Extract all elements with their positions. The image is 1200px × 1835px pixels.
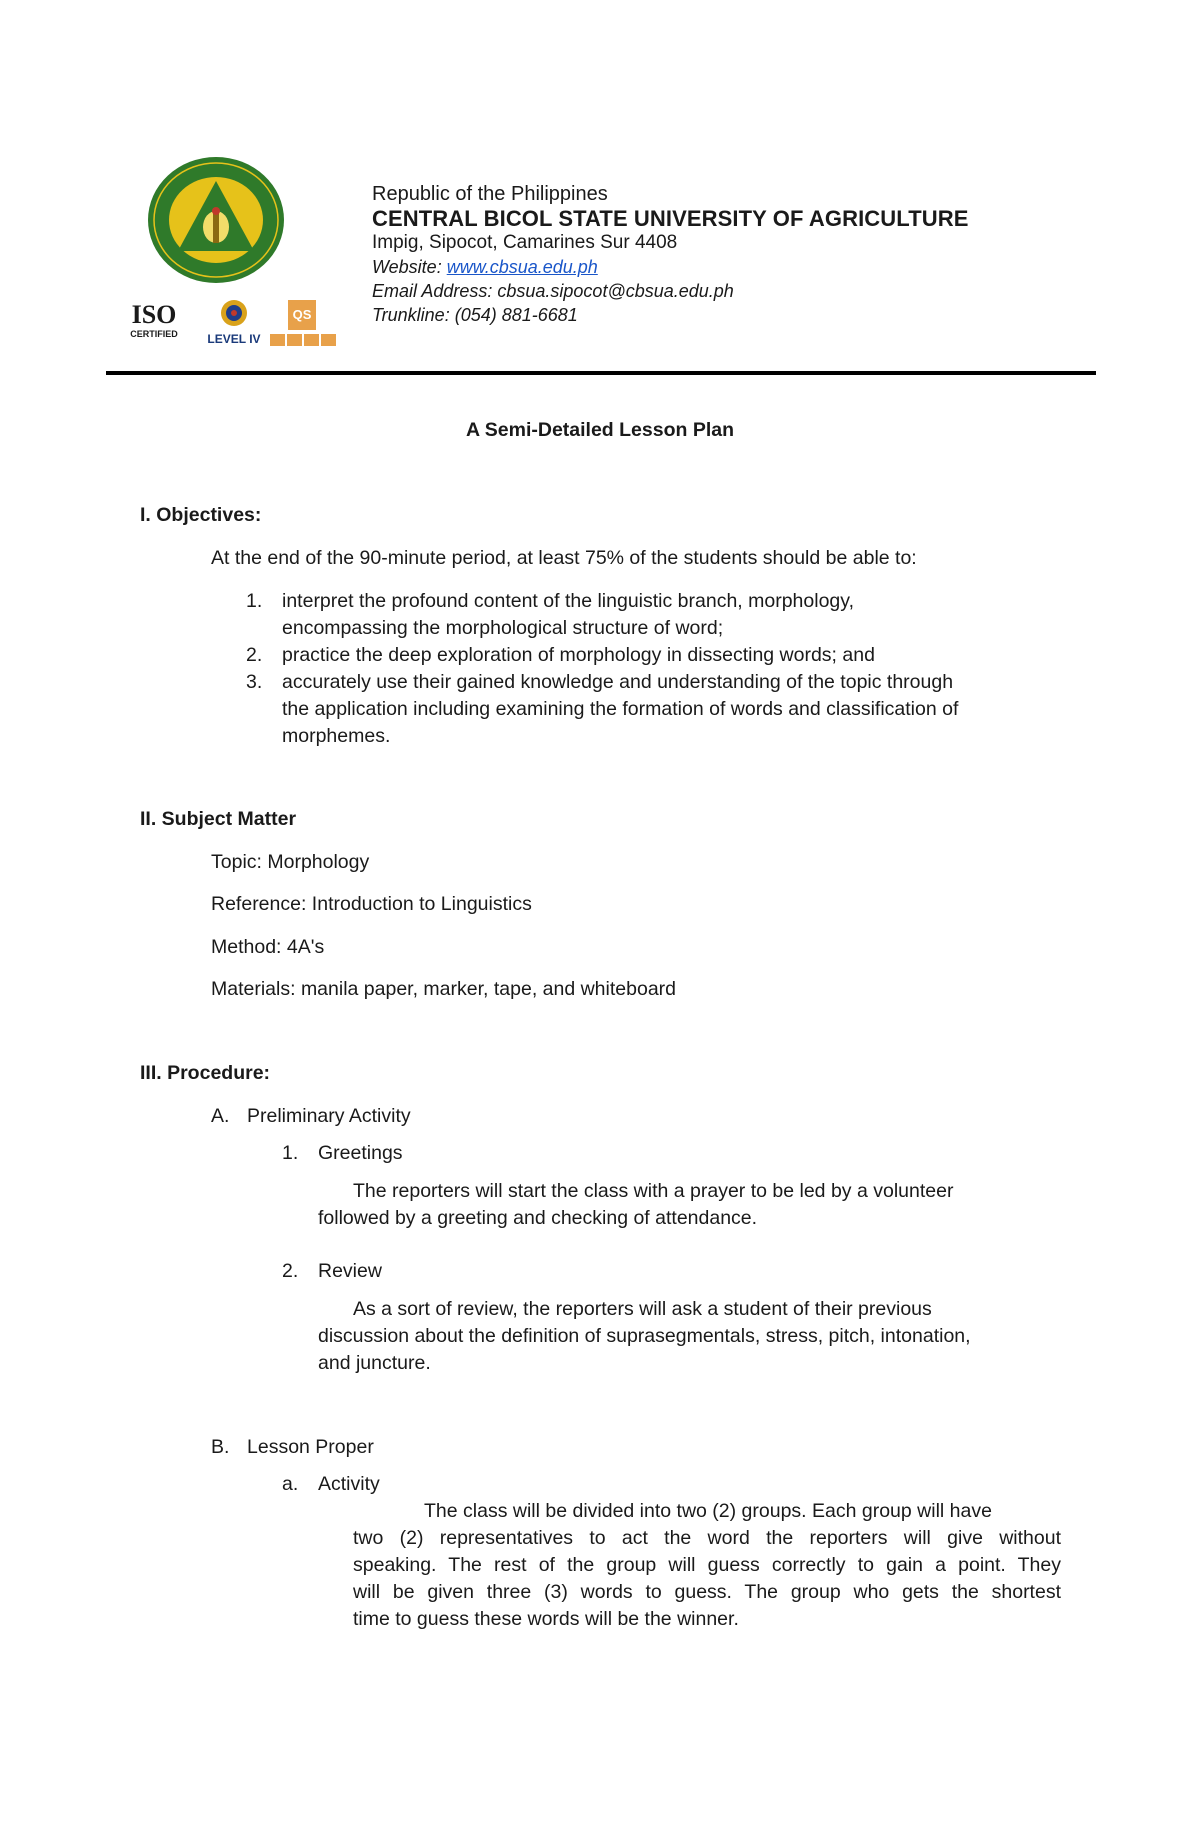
objectives-list bbox=[246, 588, 1066, 750]
accreditation-icon bbox=[219, 298, 249, 328]
letterhead bbox=[372, 182, 1112, 327]
country-line: Republic of the Philippines bbox=[372, 183, 608, 205]
list-item: morphemes. bbox=[282, 725, 391, 747]
website-link[interactable]: www.cbsua.edu.ph bbox=[446, 257, 598, 277]
subject-topic: Topic: Morphology bbox=[211, 851, 370, 873]
qs-badge bbox=[270, 300, 336, 346]
list-item: 2. practice the deep exploration of morphology in dissecting words; and bbox=[246, 644, 875, 666]
university-seal bbox=[146, 155, 286, 285]
subject-materials: Materials: manila paper, marker, tape, and whiteboard bbox=[211, 978, 677, 1000]
list-item: 3. accurately use their gained knowledge and understanding of the topic through bbox=[246, 671, 954, 693]
subject-method: Method: 4A's bbox=[211, 936, 325, 958]
level-label: LEVEL IV bbox=[207, 332, 261, 346]
preliminary-activity: A. Preliminary Activity bbox=[211, 1105, 411, 1127]
lesson-proper: B. Lesson Proper bbox=[211, 1436, 374, 1458]
website-label: Website: bbox=[372, 257, 447, 277]
list-item: encompassing the morphological structure of word; bbox=[282, 617, 724, 639]
university-name: CENTRAL BICOL STATE UNIVERSITY OF AGRICULTURE bbox=[372, 206, 969, 231]
email-line: Email Address: cbsua.sipocot@cbsua.edu.ph bbox=[372, 281, 734, 301]
greetings-title: 1. Greetings bbox=[282, 1142, 403, 1164]
review-title: 2. Review bbox=[282, 1260, 382, 1282]
trunkline-line: Trunkline: (054) 881-6681 bbox=[372, 305, 578, 325]
header-divider bbox=[106, 371, 1096, 375]
iso-label: ISO bbox=[131, 300, 177, 329]
objectives-heading: I. Objectives: bbox=[140, 504, 262, 526]
iso-sub-label: CERTIFIED bbox=[130, 329, 178, 339]
activity-body: The class will be divided into two (2) groups. Each group will have two (2) representatives to act the word the reporters will give without speaking. The rest of the group will guess correctly to gain a point. They will be given three (3) words to guess. The group who gets the shortest time to guess these words will be the winner. bbox=[353, 1500, 1061, 1630]
subject-reference: Reference: Introduction to Linguistics bbox=[211, 893, 532, 915]
subject-heading: II. Subject Matter bbox=[140, 808, 297, 830]
review-body: As a sort of review, the reporters will ask a student of their previous discussion about the definition of suprasegmentals, stress, pitch, intonation, and juncture. bbox=[318, 1298, 971, 1374]
level-badge bbox=[204, 298, 264, 345]
greetings-body: The reporters will start the class with a prayer to be led by a volunteer followed by a greeting and checking of attendance. bbox=[318, 1180, 954, 1229]
iso-badge bbox=[126, 302, 182, 339]
qs-label: QS bbox=[288, 300, 316, 330]
procedure-heading: III. Procedure: bbox=[140, 1062, 271, 1084]
activity-title: a. Activity bbox=[282, 1473, 380, 1495]
objectives-intro: At the end of the 90-minute period, at least 75% of the students should be able to: bbox=[211, 547, 917, 569]
website-line bbox=[372, 255, 1112, 279]
page-title: A Semi-Detailed Lesson Plan bbox=[465, 419, 735, 441]
address-line: Impig, Sipocot, Camarines Sur 4408 bbox=[372, 232, 678, 253]
list-item: 1. interpret the profound content of the linguistic branch, morphology, bbox=[246, 590, 854, 612]
list-item: the application including examining the formation of words and classification of bbox=[282, 698, 959, 720]
qs-stars bbox=[270, 334, 336, 346]
